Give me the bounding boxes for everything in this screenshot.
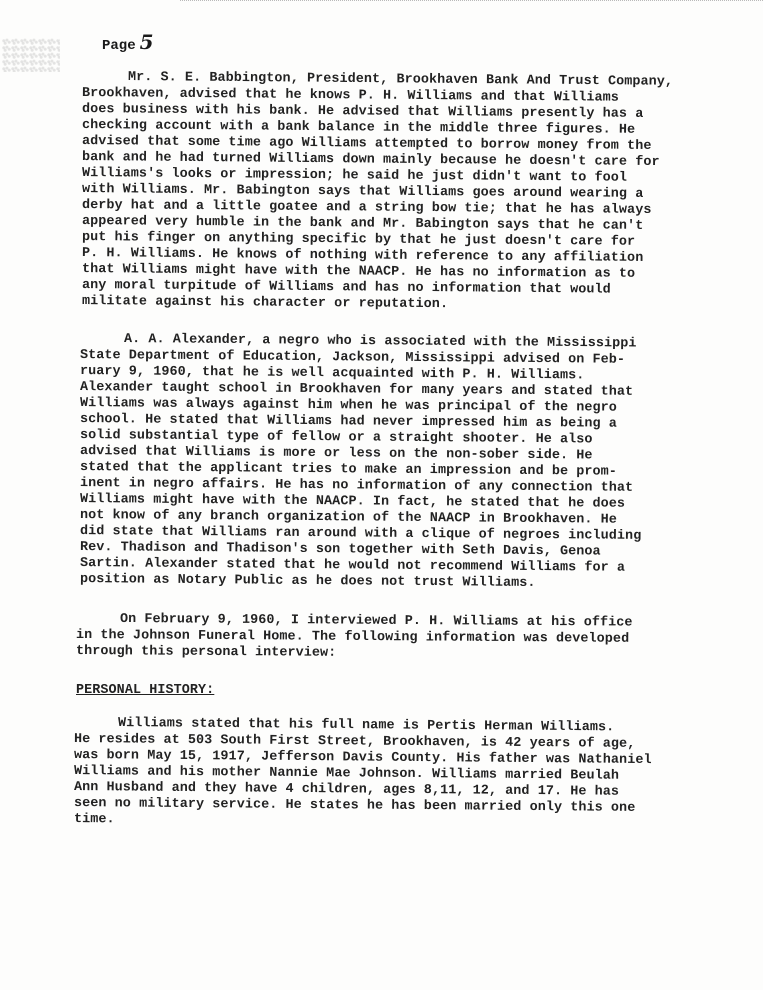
text-line: in the Johnson Funeral Home. The following information was developed [75,628,630,647]
text-line: Mr. S. E. Babbington, President, Brookhaven Bank And Trust Company, [127,70,674,90]
text-line: solid substantial type of fellow or a straight shooter. He also [79,428,593,448]
text-line: Williams stated that his full name is Pertis Herman Williams. [117,716,615,736]
text-line: was born May 15, 1917, Jefferson Davis County. His father was Nathaniel [73,748,652,769]
text-line: that Williams might have with the NAACP. He has no information as to [81,262,636,282]
scan-top-edge [180,0,763,1]
text-line: derby hat and a little goatee and a string bow tie; that he has always [81,198,652,218]
text-line: not know of any branch organization of the NAACP in Brookhaven. He [79,508,618,528]
text-line: through this personal interview: [75,644,337,661]
text-line: seen no military service. He states he has been married only this one [73,796,636,816]
text-line: militate against his character or reputation. [81,294,449,313]
text-line: Rev. Thadison and Thadison's son together with Seth Davis, Genoa [79,540,601,560]
text-line: put his finger on anything specific by that he just doesn't care for [81,230,636,250]
page-label: Page [102,38,136,54]
text-line: time. [73,812,115,828]
page-header [102,30,154,54]
text-line: did state that Williams ran around with a clique of negroes including [79,524,642,544]
text-line: Sartin. Alexander stated that he would not recommend Williams for a [79,556,626,576]
text-line: A. A. Alexander, a negro who is associated with the Mississippi [123,332,637,352]
text-line: bank and he had turned Williams down mainly because he doesn't care for [81,150,660,171]
text-line: ruary 9, 1960, that he is well acquainted with P. H. Williams. [79,364,585,384]
text-line: position as Notary Public as he does not trust Williams. [79,572,536,591]
text-line: Brookhaven, advised that he knows P. H. Williams and that Williams [81,86,620,106]
text-line: stated that the applicant tries to make an impression and be prom- [79,460,618,480]
text-line: He resides at 503 South First Street, Brookhaven, is 42 years of age, [73,732,636,752]
text-line: Alexander taught school in Brookhaven for many years and stated that [79,380,634,400]
text-line: appeared very humble in the bank and Mr. Babington says that he can't [81,214,644,234]
text-line: Williams's looks or impression; he said he just didn't want to fool [81,166,628,186]
text-line: P. H. Williams. He knows of nothing with reference to any affiliation [81,246,644,266]
text-line: Ann Husband and they have 4 children, ages 8,11, 12, and 17. He has [73,780,620,800]
text-line: Williams was always against him when he was principal of the negro [79,396,618,416]
text-line: with Williams. Mr. Babington says that Williams goes around wearing a [81,182,644,202]
text-line: school. He stated that Williams had never impressed him as being a [79,412,618,432]
text-line: does business with his bank. He advised that Williams presently has a [81,102,644,122]
text-line: State Department of Education, Jackson, Mississippi advised on Feb- [79,348,626,368]
text-line: inent in negro affairs. He has no information of any connection that [79,476,634,496]
text-line: On February 9, 1960, I interviewed P. H. Williams at his office [119,612,633,631]
text-line: checking account with a bank balance in the middle three figures. He [81,118,636,138]
text-line: advised that Williams is more or less on the non-sober side. He [79,444,593,464]
section-heading: PERSONAL HISTORY: [76,683,215,698]
margin-smudge [2,38,60,72]
page-number: 5 [139,30,154,54]
text-line: advised that some time ago Williams attempted to borrow money from the [81,134,652,154]
text-line: Williams and his mother Nannie Mae Johnson. Williams married Beulah [73,764,620,784]
text-line: any moral turpitude of Williams and has no information that would [81,278,611,298]
text-line: Williams might have with the NAACP. In fact, he stated that he does [79,492,626,512]
